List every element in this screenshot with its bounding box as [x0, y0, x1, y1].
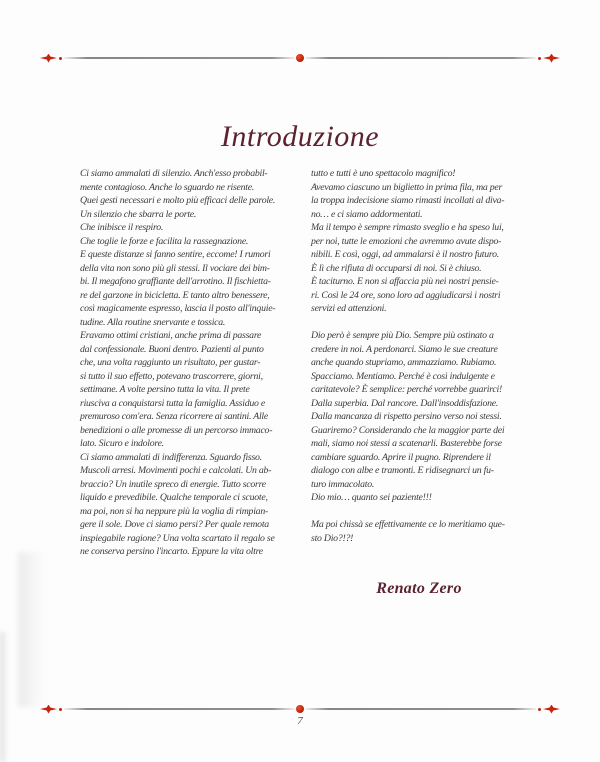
- text-line: ma poi, non si ha neppure più la voglia di rimpian-: [80, 505, 268, 517]
- text-line: per noi, tutte le emozioni che avremmo avute dispo-: [311, 235, 502, 247]
- text-columns: [80, 167, 529, 559]
- text-line: Quei gesti necessari e molto più efficaci delle parole.: [80, 195, 276, 206]
- text-line: Che toglie le forze e facilita la rassegnazione.: [80, 235, 249, 247]
- text-line: Spacciamo. Mentiamo. Perché è così indulgente e: [311, 370, 495, 382]
- rule-line: [64, 708, 295, 710]
- right-column: [311, 167, 529, 559]
- rule-line: [305, 57, 536, 59]
- small-dot-icon: [538, 708, 541, 711]
- text-line: [311, 505, 529, 519]
- text-line: re del garzone in bicicletta. E tanto altro benessere,: [80, 289, 270, 301]
- text-line: riusciva a conquistarsi tutta la famiglia. Assiduo e: [80, 397, 265, 409]
- text-line: dal confessionale. Buoni dentro. Pazienti al punto: [80, 343, 264, 355]
- text-line: Ma poi chissà se effettivamente ce lo meritiamo que-: [311, 519, 505, 530]
- text-line: Dalla mancanza di rispetto persino verso noi stessi.: [311, 411, 502, 422]
- text-line: braccio? Un inutile spreco di energie. Tutto scorre: [80, 478, 266, 490]
- text-line: si tutto il suo effetto, potevano trascorrere, giorni,: [80, 370, 263, 382]
- text-line: Guariremo? Considerando che la maggior parte dei: [311, 424, 505, 436]
- page-title: Introduzione: [220, 120, 380, 153]
- small-dot-icon: [538, 57, 541, 60]
- center-dot-icon: [296, 705, 304, 713]
- text-line: nibili. E così, oggi, ad ammalarsi è il nostro futuro.: [311, 249, 499, 260]
- small-dot-icon: [59, 57, 62, 60]
- text-line: Avevamo ciascuno un biglietto in prima fila, ma per: [311, 181, 503, 193]
- text-line: mali, siamo noi stessi a scatenarli. Basterebbe forse: [311, 438, 502, 449]
- text-line: Muscoli arresi. Movimenti pochi e calcolati. Un ab-: [80, 465, 272, 476]
- text-line: Ma il tempo è sempre rimasto sveglio e ha speso lui,: [311, 222, 504, 233]
- text-line: Dio però è sempre più Dio. Sempre più ostinato a: [311, 330, 494, 341]
- text-line: benedizioni o alle promesse di un percorso immaco-: [80, 424, 273, 436]
- rule-line: [305, 708, 536, 710]
- author-signature: Renato Zero: [376, 580, 462, 597]
- text-line: tutto e tutti è uno spettacolo magnifico!: [311, 168, 456, 179]
- text-line: bi. Il megafono graffiante dell'arrotino. Il fischietta-: [80, 276, 271, 287]
- text-line: liquido e prevedibile. Qualche temporale ci scuote,: [80, 492, 268, 503]
- small-dot-icon: [59, 708, 62, 711]
- text-line: che, una volta raggiunto un risultato, per gustar-: [80, 357, 261, 368]
- text-line: credere in noi. A perdonarci. Siamo le sue creature: [311, 343, 498, 355]
- left-column: [80, 167, 298, 559]
- text-line: la troppa indecisione siamo rimasti incollati al diva-: [311, 195, 505, 206]
- text-line: E queste distanze si fanno sentire, eccome! I rumori: [80, 249, 271, 260]
- text-line: tudine. Alla routine snervante e tossica.: [80, 316, 226, 328]
- text-line: premuroso com'era. Senza ricorrere ai santini. Alle: [80, 411, 268, 422]
- text-line: È taciturno. E non si affaccia più nei nostri pensie-: [311, 276, 499, 287]
- text-line: lato. Sicuro e indolore.: [80, 438, 164, 449]
- scan-edge-shadow: [0, 632, 8, 762]
- text-line: Ci siamo ammalati di silenzio. Anch'esso probabil-: [80, 168, 268, 179]
- text-line: mente contagioso. Anche lo sguardo ne risente.: [80, 181, 255, 193]
- text-line: così magicamente espresso, lascia il posto all'inquie-: [80, 303, 276, 314]
- center-dot-icon: [296, 54, 304, 62]
- text-line: settimane. A volte persino tutta la vita. Il prete: [80, 384, 250, 395]
- text-line: Un silenzio che sbarra le porte.: [80, 208, 197, 220]
- text-line: caritatevole? È semplice: perché vorrebbe guarirci!: [311, 384, 503, 395]
- page-number: 7: [297, 715, 303, 727]
- text-line: Ci siamo ammalati di indifferenza. Sguardo fisso.: [80, 451, 262, 463]
- text-line: anche quando stupriamo, ammazziamo. Rubiamo.: [311, 357, 497, 368]
- diamond-star-icon: [40, 54, 57, 63]
- top-ornament-divider: [40, 53, 560, 63]
- text-line: È lì che rifiuta di occuparsi di noi. Si è chiuso.: [311, 262, 482, 274]
- text-line: Eravamo ottimi cristiani, anche prima di passare: [80, 330, 262, 341]
- text-line: [311, 316, 529, 330]
- text-line: inspiegabile ragione? Una volta scartato il regalo se: [80, 532, 275, 544]
- text-line: della vita non sono più gli stessi. Il vociare dei bim-: [80, 262, 270, 274]
- diamond-star-icon: [40, 705, 57, 714]
- text-line: sto Dio?!?!: [311, 532, 354, 544]
- text-line: no… e ci siamo addormentati.: [311, 208, 423, 220]
- bottom-ornament-divider: [40, 704, 560, 714]
- text-line: servizi ed attenzioni.: [311, 303, 387, 314]
- text-line: Che inibisce il respiro.: [80, 222, 164, 233]
- text-line: gere il sole. Dove ci siamo persi? Per quale remota: [80, 519, 269, 530]
- text-line: cambiare sguardo. Aprire il pugno. Riprendere il: [311, 451, 491, 463]
- rule-line: [64, 57, 295, 59]
- text-line: ne conserva persino l'incarto. Eppure la vita oltre: [80, 546, 263, 557]
- text-line: Dalla superbia. Dal rancore. Dall'insoddisfazione.: [311, 397, 499, 409]
- diamond-star-icon: [543, 705, 560, 714]
- text-line: Dio mio… quanto sei paziente!!!: [311, 492, 432, 503]
- text-line: dialogo con albe e tramonti. E ridisegnarci un fu-: [311, 465, 494, 476]
- text-line: ri. Così le 24 ore, sono loro ad aggiudicarsi i nostri: [311, 289, 501, 301]
- scan-shading: [18, 552, 46, 707]
- diamond-star-icon: [543, 54, 560, 63]
- text-line: turo immacolato.: [311, 478, 375, 490]
